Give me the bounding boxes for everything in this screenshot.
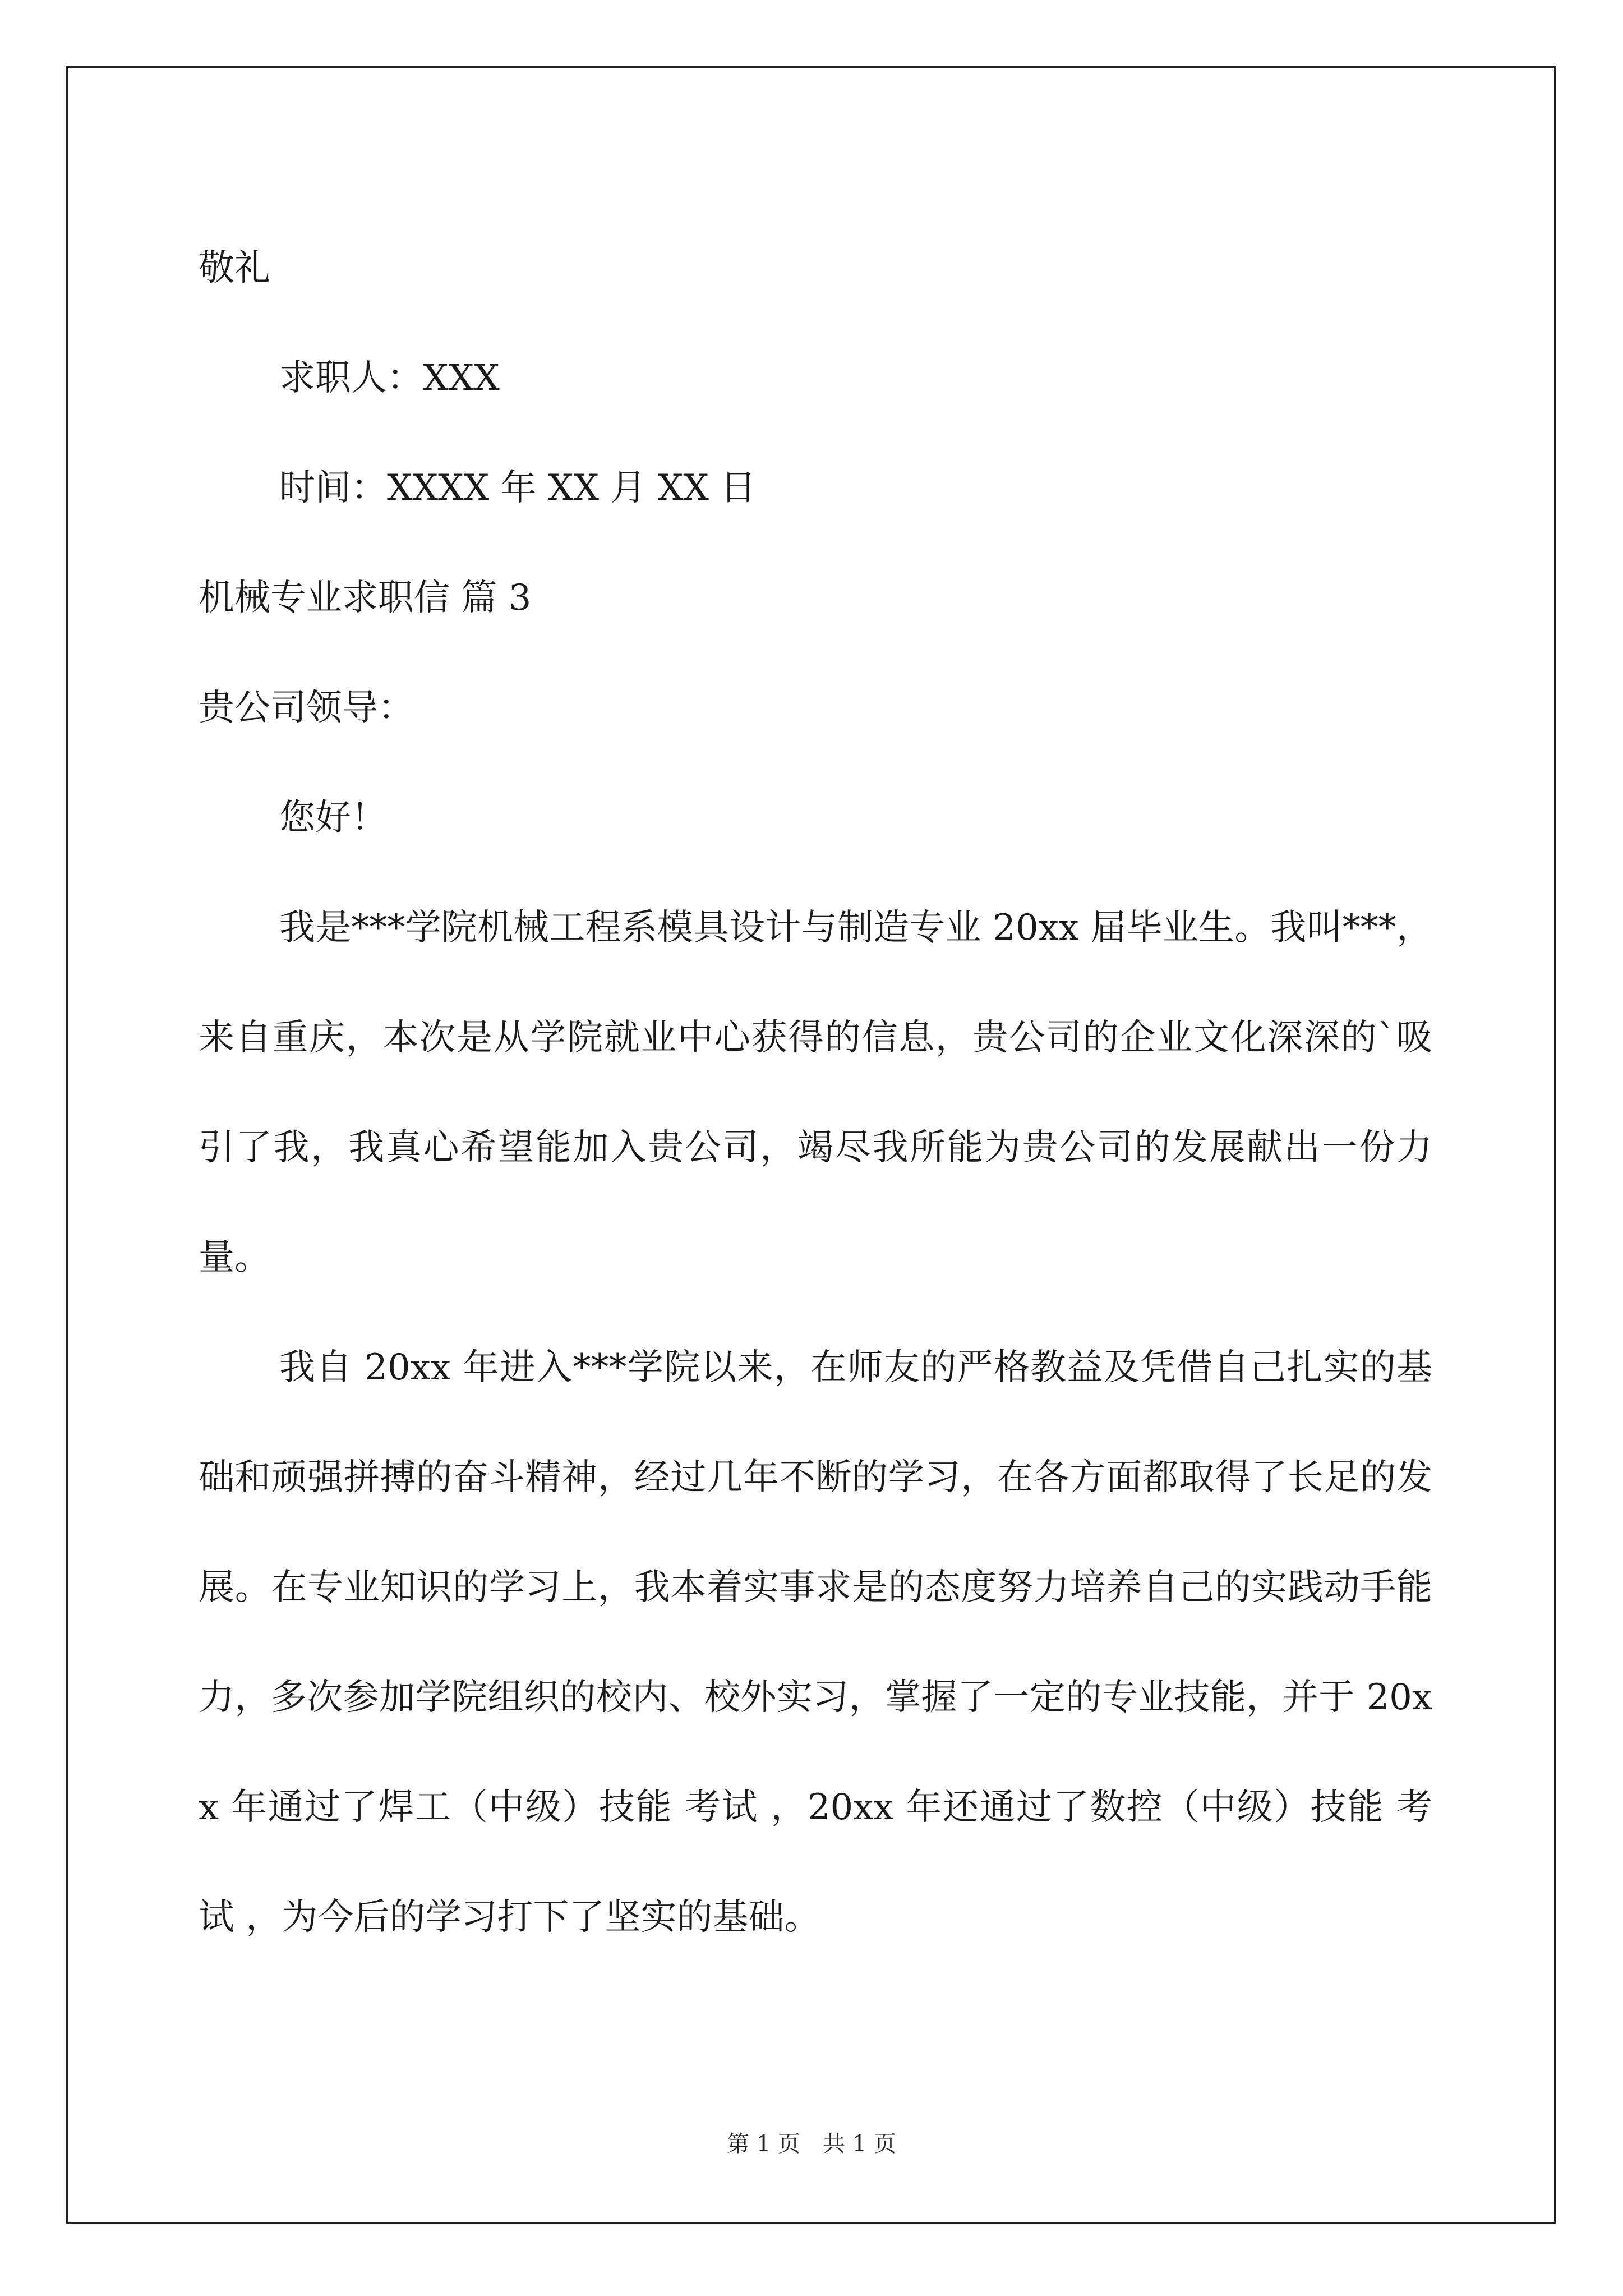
letter-body [199,213,1432,1972]
paragraph-education: 我自 20xx 年进入***学院以来，在师友的严格教益及凭借自己扎实的基础和顽强拼搏的奋斗精神，经过几年不断的学习，在各方面都取得了长足的发展。在专业知识的学习上，我本着实事求是的态度努力培养自己的实践动手能力，多次参加学院组织的校内、校外实习，掌握了一定的专业技能，并于 20xx 年通过了焊工（中级）技能 考试 ，20xx 年还通过了数控（中级）技能 考试 ，为今后的学习打下了坚实的基础。 [199,1347,1432,1938]
closing-line: 敬礼 [199,247,270,289]
greeting: 您好！ [279,797,387,839]
page-footer: 第 1 页 共 1 页 [727,2131,896,2157]
section-title: 机械专业求职信 篇 3 [199,577,532,619]
applicant-line: 求职人：XXX [279,357,500,399]
salutation: 贵公司领导： [199,687,414,729]
paragraph-intro: 我是***学院机械工程系模具设计与制造专业 20xx 届毕业生。我叫***，来自重庆，本次是从学院就业中心获得的信息，贵公司的企业文化深深的`吸引了我，我真心希望能加入贵公司，竭尽我所能为贵公司的发展献出一份力量。 [199,907,1432,1278]
date-line: 时间：XXXX 年 XX 月 XX 日 [279,467,757,509]
